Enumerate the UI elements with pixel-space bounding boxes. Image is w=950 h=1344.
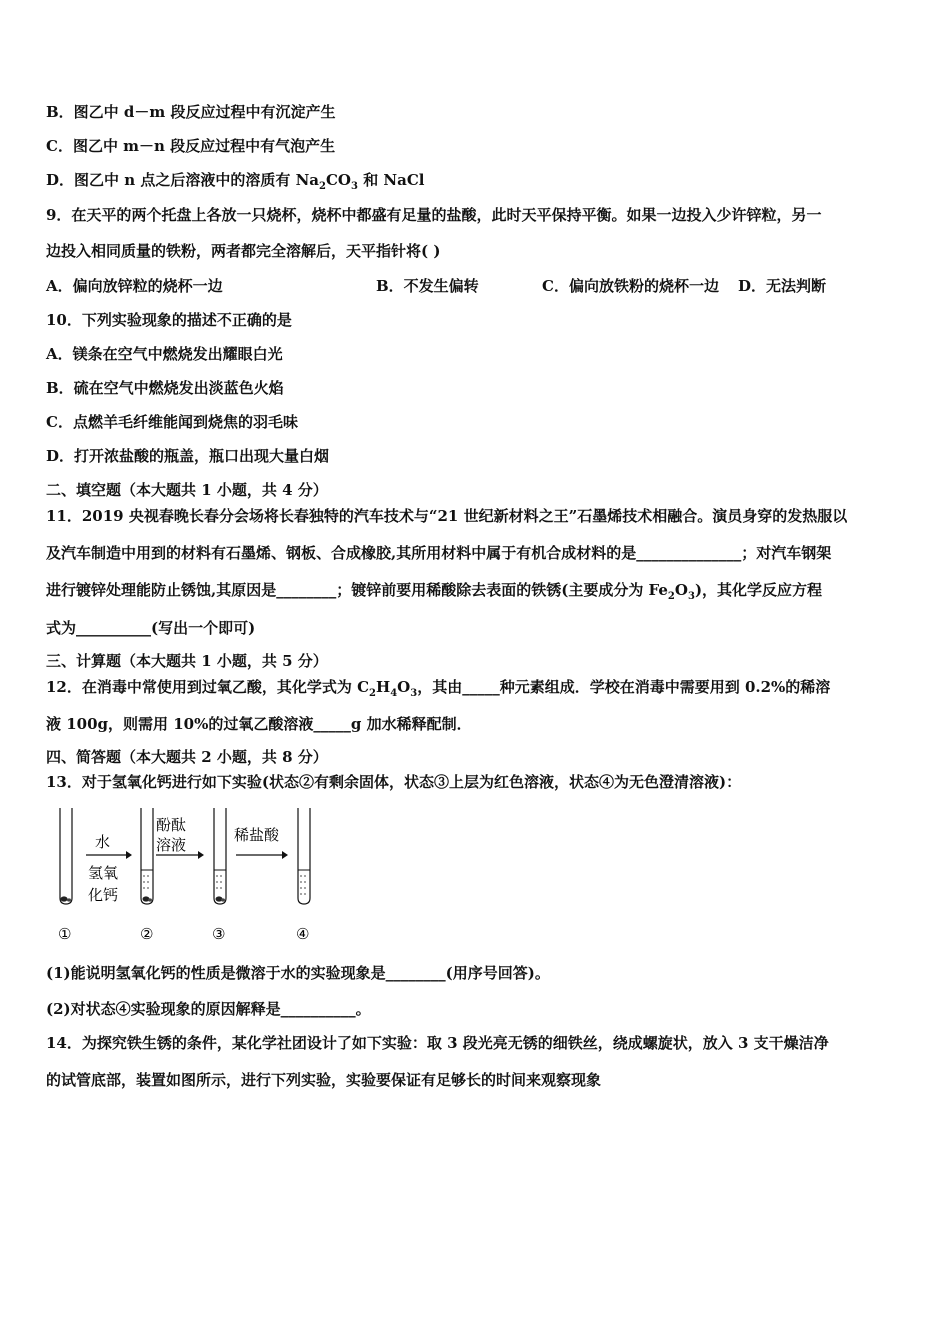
q11-line1: 11．2019 央视春晚长春分会场将长春独特的汽车技术与“21 世纪新材料之王”石墨烯技术相融合。演员身穿的发热服以 bbox=[46, 507, 848, 525]
q14-line1: 14．为探究铁生锈的条件，某化学社团设计了如下实验：取 3 段光亮无锈的细铁丝，绕成螺旋状，放入 3 支干燥洁净 bbox=[46, 1034, 829, 1052]
arrow-3-label-dilute-hcl: 稀盐酸 bbox=[234, 826, 280, 844]
q8-option-d: D．图乙中 n 点之后溶液中的溶质有 $Na_2CO_3$ 和 NaCl bbox=[46, 171, 425, 192]
q10-option-b: B．硫在空气中燃烧发出淡蓝色火焰 bbox=[46, 379, 284, 397]
q9-option-d: D．无法判断 bbox=[738, 277, 827, 295]
q10-option-d: D．打开浓盐酸的瓶盖，瓶口出现大量白烟 bbox=[46, 447, 330, 465]
q10-stem: 10．下列实验现象的描述不正确的是 bbox=[46, 311, 292, 329]
q10-option-c: C．点燃羊毛纤维能闻到烧焦的羽毛味 bbox=[46, 413, 298, 431]
arrow-1-label-caoh2-line2: 化钙 bbox=[88, 886, 119, 904]
q13-sub2: (2)对状态④实验现象的原因解释是__________。 bbox=[46, 1000, 371, 1018]
q11-line4: 式为__________(写出一个即可) bbox=[46, 619, 256, 637]
q12-line2: 液 100g，则需用 10%的过氧乙酸溶液_____g 加水稀释配制． bbox=[46, 715, 472, 733]
arrow-2-label-phenolphthalein-line2: 溶液 bbox=[156, 836, 187, 854]
q14-line2: 的试管底部，装置如图所示，进行下列实验，实验要保证有足够长的时间来观察现象 bbox=[46, 1071, 602, 1089]
q9-option-c: C．偏向放铁粉的烧杯一边 bbox=[542, 277, 719, 295]
section-2-heading: 二、填空题（本大题共 1 小题，共 4 分） bbox=[46, 481, 328, 499]
q11-line3: 进行镀锌处理能防止锈蚀,其原因是________；镀锌前要用稀酸除去表面的铁锈(主要成分为 $Fe_2O_3$)，其化学反应方程 bbox=[46, 581, 823, 602]
state-label-4: ④ bbox=[296, 925, 310, 943]
test-tube-2 bbox=[141, 808, 153, 904]
q13-experiment-figure bbox=[46, 800, 346, 950]
q8-option-b: B．图乙中 d－m 段反应过程中有沉淀产生 bbox=[46, 103, 336, 121]
q12-line1: 12．在消毒中常使用到过氧乙酸，其化学式为 $C_2H_4O_3$，其由_____种元素组成．学校在消毒中需要用到 0.2%的稀溶 bbox=[46, 678, 831, 699]
q9-stem-line2: 边投入相同质量的铁粉，两者都完全溶解后，天平指针将( ) bbox=[46, 242, 441, 260]
q9-option-a: A．偏向放锌粒的烧杯一边 bbox=[46, 277, 223, 295]
section-3-heading: 三、计算题（本大题共 1 小题，共 5 分） bbox=[46, 652, 328, 670]
q13-stem: 13．对于氢氧化钙进行如下实验(状态②有剩余固体，状态③上层为红色溶液，状态④为无色澄清溶液)： bbox=[46, 773, 742, 791]
q11-line2: 及汽车制造中用到的材料有石墨烯、钢板、合成橡胶,其所用材料中属于有机合成材料的是______________；对汽车钢架 bbox=[46, 544, 832, 562]
arrow-2-label-phenolphthalein-line1: 酚酞 bbox=[156, 816, 187, 834]
state-label-2: ② bbox=[140, 925, 154, 943]
q9-stem-line1: 9．在天平的两个托盘上各放一只烧杯，烧杯中都盛有足量的盐酸，此时天平保持平衡。如果一边投入少许锌粒，另一 bbox=[46, 206, 822, 224]
test-tube-4 bbox=[298, 808, 310, 904]
q8-option-c: C．图乙中 m－n 段反应过程中有气泡产生 bbox=[46, 137, 336, 155]
q10-option-a: A．镁条在空气中燃烧发出耀眼白光 bbox=[46, 345, 283, 363]
state-label-1: ① bbox=[58, 925, 72, 943]
q9-options bbox=[46, 276, 826, 296]
section-4-heading: 四、简答题（本大题共 2 小题，共 8 分） bbox=[46, 748, 328, 766]
test-tube-3 bbox=[214, 808, 226, 904]
q9-option-b: B．不发生偏转 bbox=[376, 277, 479, 295]
test-tube-1 bbox=[60, 808, 72, 904]
state-label-3: ③ bbox=[212, 925, 226, 943]
q13-sub1: (1)能说明氢氧化钙的性质是微溶于水的实验现象是________(用序号回答)。 bbox=[46, 964, 550, 982]
arrow-1-label-water: 水 bbox=[95, 833, 111, 851]
arrow-1-label-caoh2-line1: 氢氧 bbox=[88, 864, 119, 882]
